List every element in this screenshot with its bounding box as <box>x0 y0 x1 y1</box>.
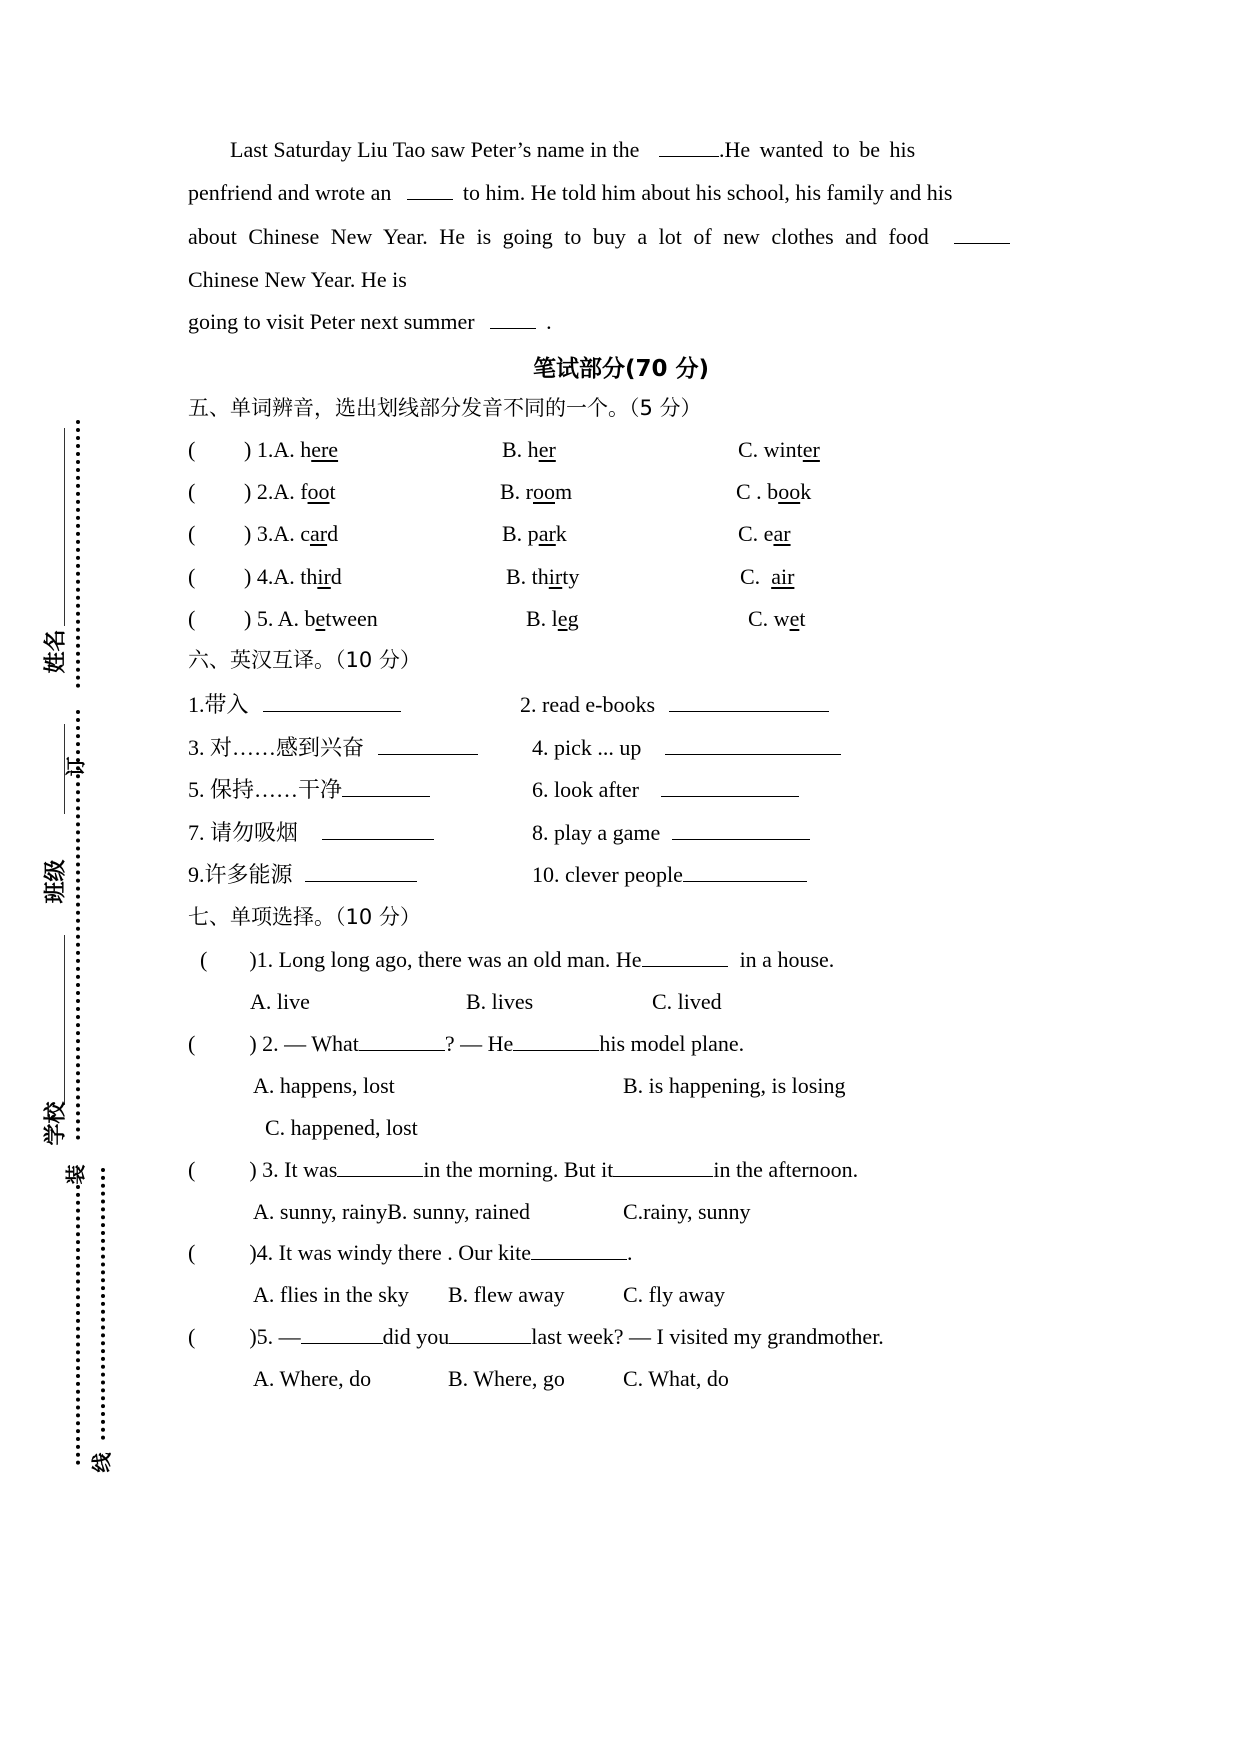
answer-blank[interactable] <box>665 736 841 755</box>
passage-text: about Chinese New Year. He is going to buy a lot of new clothes and food <box>188 224 929 249</box>
passage-line-4 <box>188 265 407 295</box>
item-number: ) 4.A. <box>244 564 301 589</box>
question-text: did you <box>382 1324 450 1349</box>
word-part: k <box>800 479 812 504</box>
paren-open: ( <box>188 479 196 504</box>
phonics-option-b[interactable] <box>500 477 572 507</box>
mc-option-4b[interactable]: B. flew away <box>448 1282 565 1307</box>
mc-option-4a[interactable]: A. flies in the sky <box>253 1282 409 1307</box>
word-part: th <box>300 564 318 589</box>
word-part: C . b <box>736 479 779 504</box>
answer-paren[interactable]: ( <box>200 947 208 972</box>
answer-blank[interactable] <box>263 693 401 712</box>
question-text: )5. — <box>249 1324 301 1349</box>
translation-prompt: 10. clever people <box>532 862 683 887</box>
answer-paren[interactable]: ( <box>188 1240 196 1265</box>
word-part: B. th <box>506 564 549 589</box>
translation-prompt: 2. read e-books <box>520 692 656 717</box>
underlined-part: er <box>538 437 556 462</box>
fill-blank[interactable] <box>659 138 719 157</box>
translation-item-5 <box>188 775 430 805</box>
word-part: d <box>327 521 339 546</box>
answer-paren[interactable] <box>188 519 195 549</box>
school-label: 学校 <box>43 1101 69 1146</box>
word-part: tween <box>325 606 378 631</box>
question-text: in the afternoon. <box>713 1157 859 1182</box>
phonics-option-c[interactable] <box>736 477 811 507</box>
underlined-part: ar <box>773 521 791 546</box>
translation-prompt: 1.带入 <box>188 692 249 717</box>
phonics-option-b[interactable] <box>506 562 579 592</box>
fill-blank[interactable] <box>337 1158 423 1177</box>
phonics-option-a[interactable] <box>244 477 336 507</box>
phonics-option-b[interactable] <box>502 435 556 465</box>
paren-open: ( <box>188 606 196 631</box>
fill-blank[interactable] <box>513 1032 599 1051</box>
binding-dotted-line-inner <box>76 420 80 688</box>
translation-item-6 <box>532 775 799 805</box>
fill-blank[interactable] <box>359 1032 445 1051</box>
mc-option-3ab[interactable]: A. sunny, rainyB. sunny, rained <box>253 1199 530 1224</box>
mc-question-3 <box>188 1155 858 1185</box>
underlined-part: ir <box>548 564 563 589</box>
translation-item-1 <box>188 690 401 720</box>
paren-open: ( <box>188 521 196 546</box>
section5-title: 五、单词辨音，选出划线部分发音不同的一个。（5 分） <box>188 396 702 420</box>
mc-question-2 <box>188 1029 744 1059</box>
underlined-part: ar <box>309 521 328 546</box>
word-part: B. h <box>502 437 539 462</box>
word-part: b <box>304 606 316 631</box>
passage-line-2 <box>188 178 952 208</box>
word-part: d <box>330 564 342 589</box>
name-label: 姓名 <box>43 629 69 674</box>
word-part: C. w <box>748 606 790 631</box>
fill-blank[interactable] <box>642 948 728 967</box>
binding-dotted-line-outer <box>101 1168 105 1440</box>
mc-option-5c[interactable]: C. What, do <box>623 1366 729 1391</box>
translation-prompt: 5. 保持……干净 <box>188 777 343 802</box>
question-text: ? — He <box>444 1031 514 1056</box>
passage-line-3 <box>188 222 1010 252</box>
mc-option-5b[interactable]: B. Where, go <box>448 1366 565 1391</box>
word-part: C. wint <box>738 437 803 462</box>
word-part: t <box>799 606 806 631</box>
word-part: f <box>300 479 308 504</box>
item-number: ) 3.A. <box>244 521 301 546</box>
word-part: B. l <box>526 606 558 631</box>
translation-item-10 <box>532 860 807 890</box>
mc-question-1 <box>200 945 834 975</box>
mc-option-1c[interactable]: C. lived <box>652 989 722 1014</box>
phonics-option-c[interactable] <box>738 519 791 549</box>
answer-paren[interactable]: ( <box>188 1031 196 1056</box>
underlined-part: e <box>315 606 326 631</box>
class-label: 班级 <box>43 859 69 904</box>
answer-blank[interactable] <box>305 863 417 882</box>
question-text: his model plane. <box>599 1031 745 1056</box>
fill-blank[interactable] <box>954 225 1010 244</box>
mc-question-5 <box>188 1322 884 1352</box>
translation-item-3 <box>188 733 478 763</box>
zhuang-label: 装 <box>63 1164 88 1185</box>
translation-item-7 <box>188 818 434 848</box>
question-text: ) 2. — What <box>249 1031 359 1056</box>
underlined-part: oo <box>307 479 330 504</box>
item-number: ) 1.A. <box>244 437 301 462</box>
paren-open: ( <box>188 437 196 462</box>
underlined-part: e <box>789 606 800 631</box>
word-part: m <box>555 479 573 504</box>
mc-option-2c[interactable]: C. happened, lost <box>265 1115 418 1140</box>
passage-text: . <box>546 309 552 334</box>
underlined-part: oo <box>778 479 801 504</box>
answer-blank[interactable] <box>322 821 434 840</box>
question-text: last week? — I visited my grandmother. <box>531 1324 884 1349</box>
answer-blank[interactable] <box>378 736 478 755</box>
fill-blank[interactable] <box>301 1325 383 1344</box>
mc-option-3c[interactable]: C.rainy, sunny <box>623 1199 751 1224</box>
translation-prompt: 3. 对……感到兴奋 <box>188 735 365 760</box>
passage-text: to him. He told him about his school, his family and his <box>462 180 953 205</box>
translation-prompt: 9.许多能源 <box>188 862 293 887</box>
passage-line-1 <box>230 135 915 165</box>
phonics-option-a[interactable] <box>244 435 338 465</box>
passage-text: going to visit Peter next summer <box>188 309 475 334</box>
translation-prompt: 7. 请勿吸烟 <box>188 820 299 845</box>
fill-blank[interactable] <box>449 1325 531 1344</box>
phonics-option-b[interactable] <box>502 519 567 549</box>
class-underline-bottom <box>64 935 65 1105</box>
word-part: h <box>300 437 312 462</box>
passage-text: Last Saturday Liu Tao saw Peter’s name in the <box>230 137 640 162</box>
phonics-option-c[interactable] <box>740 562 794 592</box>
mc-option-2b[interactable]: B. is happening, is losing <box>623 1073 846 1098</box>
ding-label: 订 <box>63 756 88 777</box>
phonics-option-a[interactable] <box>244 604 378 634</box>
mc-option-1a[interactable]: A. live <box>250 989 310 1014</box>
answer-blank[interactable] <box>661 778 799 797</box>
question-text: ) 3. It was <box>249 1157 338 1182</box>
answer-paren[interactable]: ( <box>188 1157 196 1182</box>
underlined-part: er <box>802 437 820 462</box>
fill-blank[interactable] <box>613 1158 713 1177</box>
underlined-part: oo <box>533 479 555 504</box>
answer-blank[interactable] <box>683 863 807 882</box>
word-part: B. r <box>500 479 533 504</box>
answer-blank[interactable] <box>669 693 829 712</box>
mc-option-1b[interactable]: B. lives <box>466 989 534 1014</box>
mc-option-4c[interactable]: C. fly away <box>623 1282 726 1307</box>
question-text: )1. Long long ago, there was an old man. He <box>249 947 642 972</box>
underlined-part: ar <box>538 521 556 546</box>
translation-item-9 <box>188 860 417 890</box>
section6-title: 六、英汉互译。（10 分） <box>188 648 421 672</box>
translation-item-2 <box>520 690 829 720</box>
fill-blank[interactable] <box>407 181 453 200</box>
word-part: B. p <box>502 521 539 546</box>
answer-paren[interactable] <box>188 604 195 634</box>
name-underline <box>64 428 65 626</box>
phonics-option-c[interactable] <box>748 604 805 634</box>
word-part: c <box>300 521 310 546</box>
translation-prompt: 6. look after <box>532 777 639 802</box>
section7-title: 七、单项选择。（10 分） <box>188 905 421 929</box>
answer-paren[interactable] <box>188 562 195 592</box>
question-text: . <box>626 1240 633 1265</box>
question-text: in a house. <box>739 947 835 972</box>
question-text: in the morning. But it <box>423 1157 614 1182</box>
mc-option-2a[interactable]: A. happens, lost <box>253 1073 395 1098</box>
phonics-option-a[interactable] <box>244 519 338 549</box>
passage-line-5 <box>188 307 552 337</box>
word-part: C. e <box>738 521 774 546</box>
xian-label: 线 <box>89 1452 114 1473</box>
translation-item-4 <box>532 733 841 763</box>
answer-paren[interactable]: ( <box>188 1324 196 1349</box>
phonics-option-b[interactable] <box>526 604 579 634</box>
underlined-part: e <box>557 606 568 631</box>
answer-paren[interactable] <box>188 435 195 465</box>
phonics-option-a[interactable] <box>244 562 342 592</box>
passage-text: .He wanted to be his <box>718 137 916 162</box>
paren-open: ( <box>188 564 196 589</box>
item-number: ) 5. A. <box>244 606 305 631</box>
passage-text: penfriend and wrote an <box>188 180 392 205</box>
translation-prompt: 8. play a game <box>532 820 661 845</box>
passage-text: Chinese New Year. He is <box>188 267 407 292</box>
word-part: C. <box>740 564 772 589</box>
underlined-part: air <box>771 564 795 589</box>
word-part: ty <box>562 564 580 589</box>
mc-question-4 <box>188 1238 632 1268</box>
translation-prompt: 4. pick ... up <box>532 735 642 760</box>
phonics-option-c[interactable] <box>738 435 820 465</box>
mc-option-5a[interactable]: A. Where, do <box>253 1366 372 1391</box>
underlined-part: ir <box>317 564 331 589</box>
word-part: k <box>555 521 567 546</box>
answer-blank[interactable] <box>672 821 810 840</box>
binding-dotted-line-inner <box>76 1185 80 1465</box>
fill-blank[interactable] <box>490 310 536 329</box>
answer-blank[interactable] <box>342 778 430 797</box>
translation-item-8 <box>532 818 810 848</box>
answer-paren[interactable] <box>188 477 195 507</box>
underlined-part: ere <box>311 437 339 462</box>
word-part: t <box>329 479 336 504</box>
written-part-title: 笔试部分(70 分) <box>533 356 710 382</box>
question-text: )4. It was windy there . Our kite <box>249 1240 531 1265</box>
fill-blank[interactable] <box>531 1241 627 1260</box>
item-number: ) 2.A. <box>244 479 301 504</box>
word-part: g <box>567 606 579 631</box>
